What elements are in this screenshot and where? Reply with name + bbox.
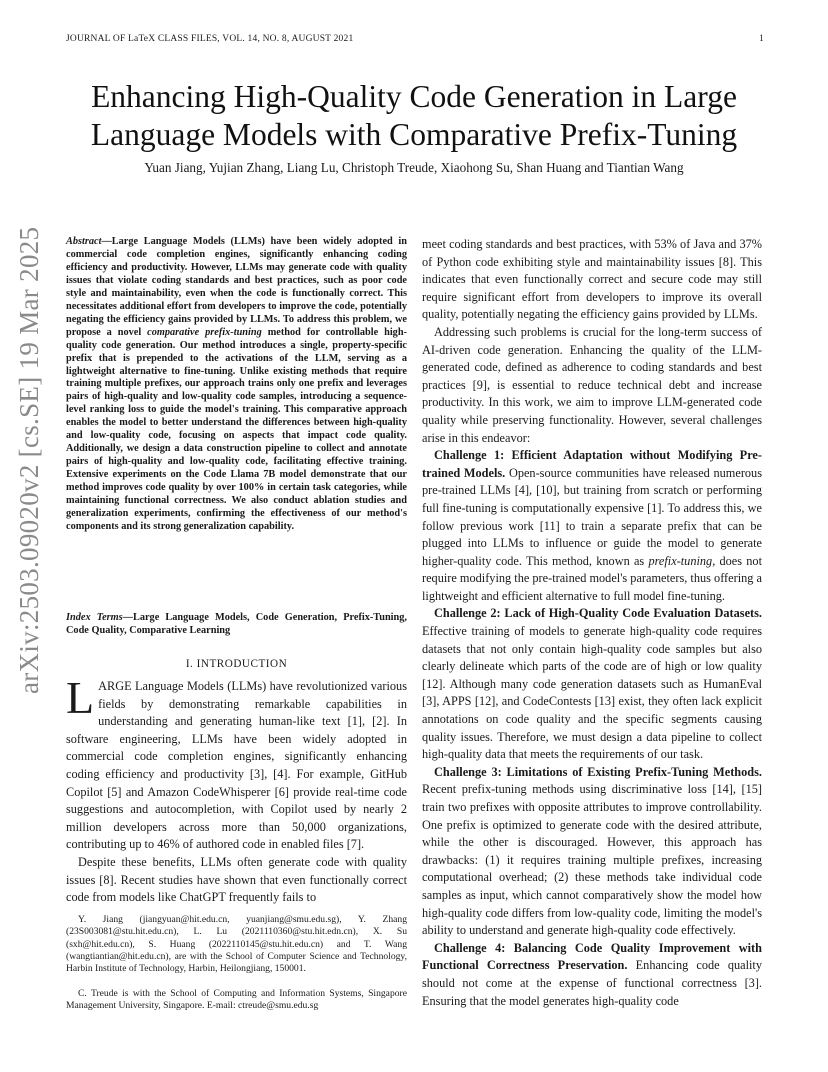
right-paragraph-1: Addressing such problems is crucial for the long-term success of AI-driven code generation. Enhancing the quality of the LLM-generated code, defined as adherence to coding standards and best practices [9], is essential to reduce technical debt and increase productivity. In this work, we aim to improve LLM-generated code quality while preserving functionality. However, several challenges arise in this endeavor: (422, 324, 762, 445)
abstract-text-a: —Large Language Models (LLMs) have been widely adopted in commercial code completion engines, significantly enhancing coding efficiency and productivity. However, LLMs may generate code with quality issues that violate coding standards and best practices, such as poor code style and maintainability, even when the code is functionally correct. This necessitates additional effort from developers to improve the code, potentially negating the efficiency gains provided by LLMs. To address this problem, we propose a novel (66, 236, 407, 338)
drop-cap: L (66, 672, 95, 723)
abstract-text-b: method for controllable high-quality code generation. Our method introduces a single, property-specific prefix that is prepended to the activations of the LLM, serving as a lightweight alternative to fine-tuning. Unlike existing methods that require training multiple prefixes, our approach trains only one prefix and leverages pairs of high-quality and low-quality code samples, introducing a sequence-level ranking loss to guide the model's training. This comparative approach enables the model to better understand the differences between high-quality and low-quality code, focusing on aspects that impact code quality. Additionally, we design a data construction pipeline to collect and annotate pairs of high-quality and low-quality code, facilitating effective training. Extensive experiments on the Code Llama 7B model demonstrate that our method improves code quality by over 100% in certain task categories, while maintaining functional correctness. We also conduct ablation studies and generalization experiments, confirming the effectiveness of our method's components and its strong generalization capability. (66, 326, 407, 532)
challenge-2-text: Effective training of models to generate high-quality code requires datasets that not only contain high-quality code samples but also clearly delineate which parts of the code are of high or low quality [12]. Although many code generation datasets such as HumanEval [3], APPS [12], and CodeContests [13] exist, they often lack explicit annotations on code quality and the specific segments causing quality issues. Therefore, we must design a data pipeline to collect high-quality data that meets the requirements of our task. (422, 624, 762, 762)
footnote-1: Y. Jiang (jiangyuan@hit.edu.cn, yuanjiang@smu.edu.sg), Y. Zhang (23S003081@stu.hit.edu.cn), L. Lu (2021110360@stu.hit.edn.cn), X. Su (sxh@hit.edu.cn), S. Huang (2022110145@stu.hit.edu.cn) and T. Wang (wangtiantian@hit.edu.cn), are with the School of Computer Science and Technology, Harbin Institute of Technology, Harbin, Heilongjiang, 150001. (66, 914, 407, 975)
introduction-body (66, 672, 407, 907)
challenge-3-heading: Challenge 3: Limitations of Existing Prefix-Tuning Methods. (434, 764, 762, 779)
intro-p1-text: ARGE Language Models (LLMs) have revolutionized various fields by demonstrating remarkable capabilities in understanding and generating human-like text [1], [2]. In software engineering, LLMs have been widely adopted in commercial code completion engines, significantly enhancing coding efficiency and productivity [3], [4]. For example, GitHub Copilot [5] and Amazon CodeWhisperer [6] provide real-time code suggestions and autocompletion, with Copilot used by nearly 2 million developers across more than 50,000 organizations, contributing up to 46% of authored code in enabled files [7]. (66, 679, 407, 852)
challenge-1-heading: Challenge 1: Efficient Adaptation without Modifying Pre-trained Models. (422, 448, 762, 480)
index-terms-text: —Large Language Models, Code Generation, Prefix-Tuning, Code Quality, Comparative Learning (66, 612, 407, 636)
running-header (66, 34, 764, 44)
footnote-affiliations (66, 914, 407, 975)
index-terms-label: Index Terms (66, 612, 123, 623)
challenge-4-heading: Challenge 4: Balancing Code Quality Improvement with Functional Correctness Preservation. (422, 940, 762, 973)
index-terms (66, 612, 407, 638)
abstract-label: Abstract (66, 236, 102, 247)
challenge-3 (422, 764, 762, 940)
challenge-4 (422, 940, 762, 1010)
right-column-body (422, 236, 762, 1010)
challenge-3-text: Recent prefix-tuning methods using discriminative loss [14], [15] train two prefixes with opposite attributes to improve controllability. One prefix is optimized to generate code with the desired attribute, while the other is discouraged. However, this approach has drawbacks: (1) it requires training multiple prefixes, increasing computational overhead; (2) these methods take individual code samples as input, which cannot comparatively show the model how high-quality code differs from low-quality code, limiting the model's ability to understand and generate high-quality code effectively. (422, 782, 762, 938)
intro-paragraph-2: Despite these benefits, LLMs often generate code with quality issues [8]. Recent studies have shown that even functionally correct code from models like ChatGPT frequently fails to (66, 854, 407, 905)
right-paragraph-0: meet coding standards and best practices, with 53% of Java and 37% of Python code exhibiting style and maintainability issues [8]. This indicates that even functionally correct and secure code may still require significant effort from developers to improve its overall quality, potentially negating the efficiency gains provided by LLMs. (422, 237, 762, 322)
intro-paragraph-1 (66, 672, 407, 854)
footnote-treude (66, 988, 407, 1013)
challenge-1-emphasis: prefix-tuning (648, 553, 713, 568)
paper-title: Enhancing High-Quality Code Generation in Large Language Models with Comparative Prefix-Tuning (90, 79, 738, 152)
section-heading-introduction: I. INTRODUCTION (185, 658, 288, 670)
running-head-text: JOURNAL OF LaTeX CLASS FILES, VOL. 14, NO. 8, AUGUST 2021 (66, 34, 354, 44)
arxiv-stamp: arXiv:2503.09020v2 [cs.SE] 19 Mar 2025 (14, 226, 44, 694)
abstract-emphasis: comparative prefix-tuning (147, 326, 262, 338)
challenge-2 (422, 605, 762, 763)
page-number: 1 (759, 34, 764, 44)
challenge-1 (422, 447, 762, 605)
footnote-2: C. Treude is with the School of Computing and Information Systems, Singapore Management University, Singapore. E-mail: ctreude@smu.edu.sg (66, 988, 407, 1012)
challenge-2-heading: Challenge 2: Lack of High-Quality Code Evaluation Datasets. (434, 606, 762, 621)
author-list: Yuan Jiang, Yujian Zhang, Liang Lu, Christoph Treude, Xiaohong Su, Shan Huang and Tiantian Wang (144, 160, 684, 175)
challenge-1-text-b: , does not require modifying the pre-trained model's parameters, thus offering a lightweight and efficient alternative to full model fine-tuning. (422, 553, 762, 603)
abstract (66, 236, 407, 534)
challenge-1-text-a: Open-source communities have released numerous pre-trained LLMs [4], [10], but training from scratch or performing full fine-tuning is computationally expensive [1]. To address this, we follow previous work [11] to train a separate prefix that can be plugged into LLMs to influence or guide the model to generate higher-quality code. This method, known as (422, 465, 762, 568)
challenge-4-text: Enhancing code quality should not come at the expense of functional correctness [3]. Ensuring that the model generates high-quality code (422, 958, 762, 1008)
